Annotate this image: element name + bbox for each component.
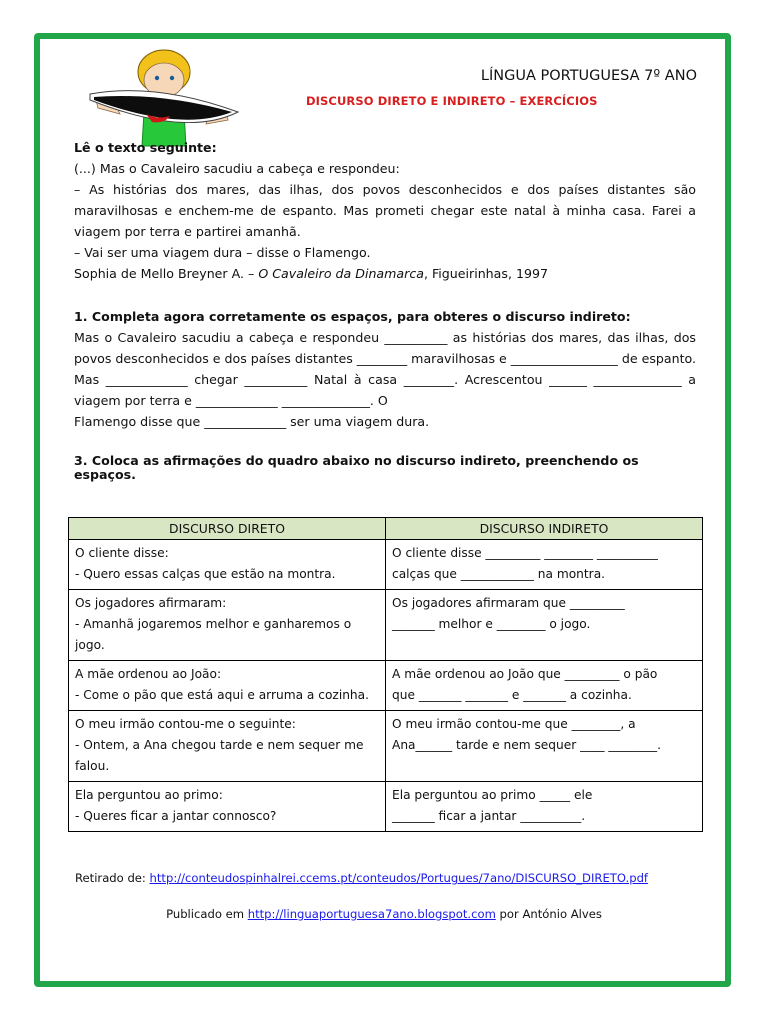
- reading-line: – Vai ser uma viagem dura – disse o Flamengo.: [74, 245, 371, 260]
- source-publisher: , Figueirinhas, 1997: [423, 266, 548, 281]
- header-subtitle: DISCURSO DIRETO E INDIRETO – EXERCÍCIOS: [306, 94, 598, 108]
- table-row: [69, 711, 703, 782]
- indirect-cell: O cliente disse _________ ________ __________ calças que ____________ na montra.: [386, 540, 703, 590]
- indirect-cell: Ela perguntou ao primo _____ ele _______ ficar a jantar __________.: [386, 782, 703, 832]
- table-row: [69, 590, 703, 661]
- header-title: LÍNGUA PORTUGUESA 7º ANO: [480, 68, 697, 84]
- indirect-cell: Os jogadores afirmaram que _________ _______ melhor e ________ o jogo.: [386, 590, 703, 661]
- indirect-cell: A mãe ordenou ao João que _________ o pão que _______ _______ e _______ a cozinha.: [386, 661, 703, 711]
- table-row: [69, 540, 703, 590]
- source-title: O Cavaleiro da Dinamarca: [258, 266, 424, 281]
- table-row: [69, 661, 703, 711]
- published-prefix: Publicado em: [166, 907, 248, 921]
- source-note-label: Retirado de:: [75, 871, 150, 885]
- blog-link[interactable]: http://linguaportuguesa7ano.blogspot.com: [247, 907, 496, 921]
- source-author: Sophia de Mello Breyner A. –: [74, 266, 259, 281]
- table-header-direct: DISCURSO DIRETO: [69, 518, 386, 540]
- mascot-illustration: [76, 42, 246, 152]
- source-note: [75, 871, 648, 885]
- speech-table: [68, 517, 703, 832]
- direct-cell: O cliente disse: - Quero essas calças que estão na montra.: [69, 540, 386, 590]
- reading-paragraph: – As histórias dos mares, das ilhas, dos povos desconhecidos e dos países distantes são maravilhosas e enchem-me de espanto. Mas prometi chegar este natal à minha casa. Farei a viagem por terra e partirei amanhã.: [74, 182, 696, 239]
- source-link[interactable]: http://conteudospinhalrei.ccems.pt/conteudos/Portugues/7ano/DISCURSO_DIRETO.pdf: [149, 871, 649, 885]
- direct-cell: A mãe ordenou ao João: - Come o pão que está aqui e arruma a cozinha.: [69, 661, 386, 711]
- exercise1-title: 1. Completa agora corretamente os espaços, para obteres o discurso indireto:: [74, 309, 631, 324]
- main-content: [74, 137, 696, 482]
- exercise1-text: Mas o Cavaleiro sacudiu a cabeça e respondeu __________ as histórias dos mares, das ilhas, dos povos desconhecidos e dos países distantes ________ maravilhosas e _________________ de espanto. Mas _____________ chegar __________ Natal à casa ________. Acrescentou ______ ______________ a viagem por terra e _____________ ______________. O: [74, 330, 697, 408]
- reading-heading: Lê o texto seguinte:: [74, 140, 217, 155]
- direct-cell: Os jogadores afirmaram: - Amanhã jogaremos melhor e ganharemos o jogo.: [69, 590, 386, 661]
- reading-line: (...) Mas o Cavaleiro sacudiu a cabeça e respondeu:: [74, 161, 400, 176]
- exercise3-title: 3. Coloca as afirmações do quadro abaixo no discurso indireto, preenchendo os espaços.: [74, 453, 639, 482]
- published-author: por António Alves: [495, 907, 602, 921]
- table-row: [69, 782, 703, 832]
- reading-source: [74, 263, 696, 284]
- published-note: [0, 907, 768, 921]
- direct-cell: Ela perguntou ao primo: - Queres ficar a jantar connosco?: [69, 782, 386, 832]
- table-header-indirect: DISCURSO INDIRETO: [386, 518, 703, 540]
- direct-cell: O meu irmão contou-me o seguinte: - Ontem, a Ana chegou tarde e nem sequer me falou.: [69, 711, 386, 782]
- indirect-cell: O meu irmão contou-me que ________, a Ana______ tarde e nem sequer ____ ________.: [386, 711, 703, 782]
- exercise1-last-line: Flamengo disse que _____________ ser uma viagem dura.: [74, 414, 430, 429]
